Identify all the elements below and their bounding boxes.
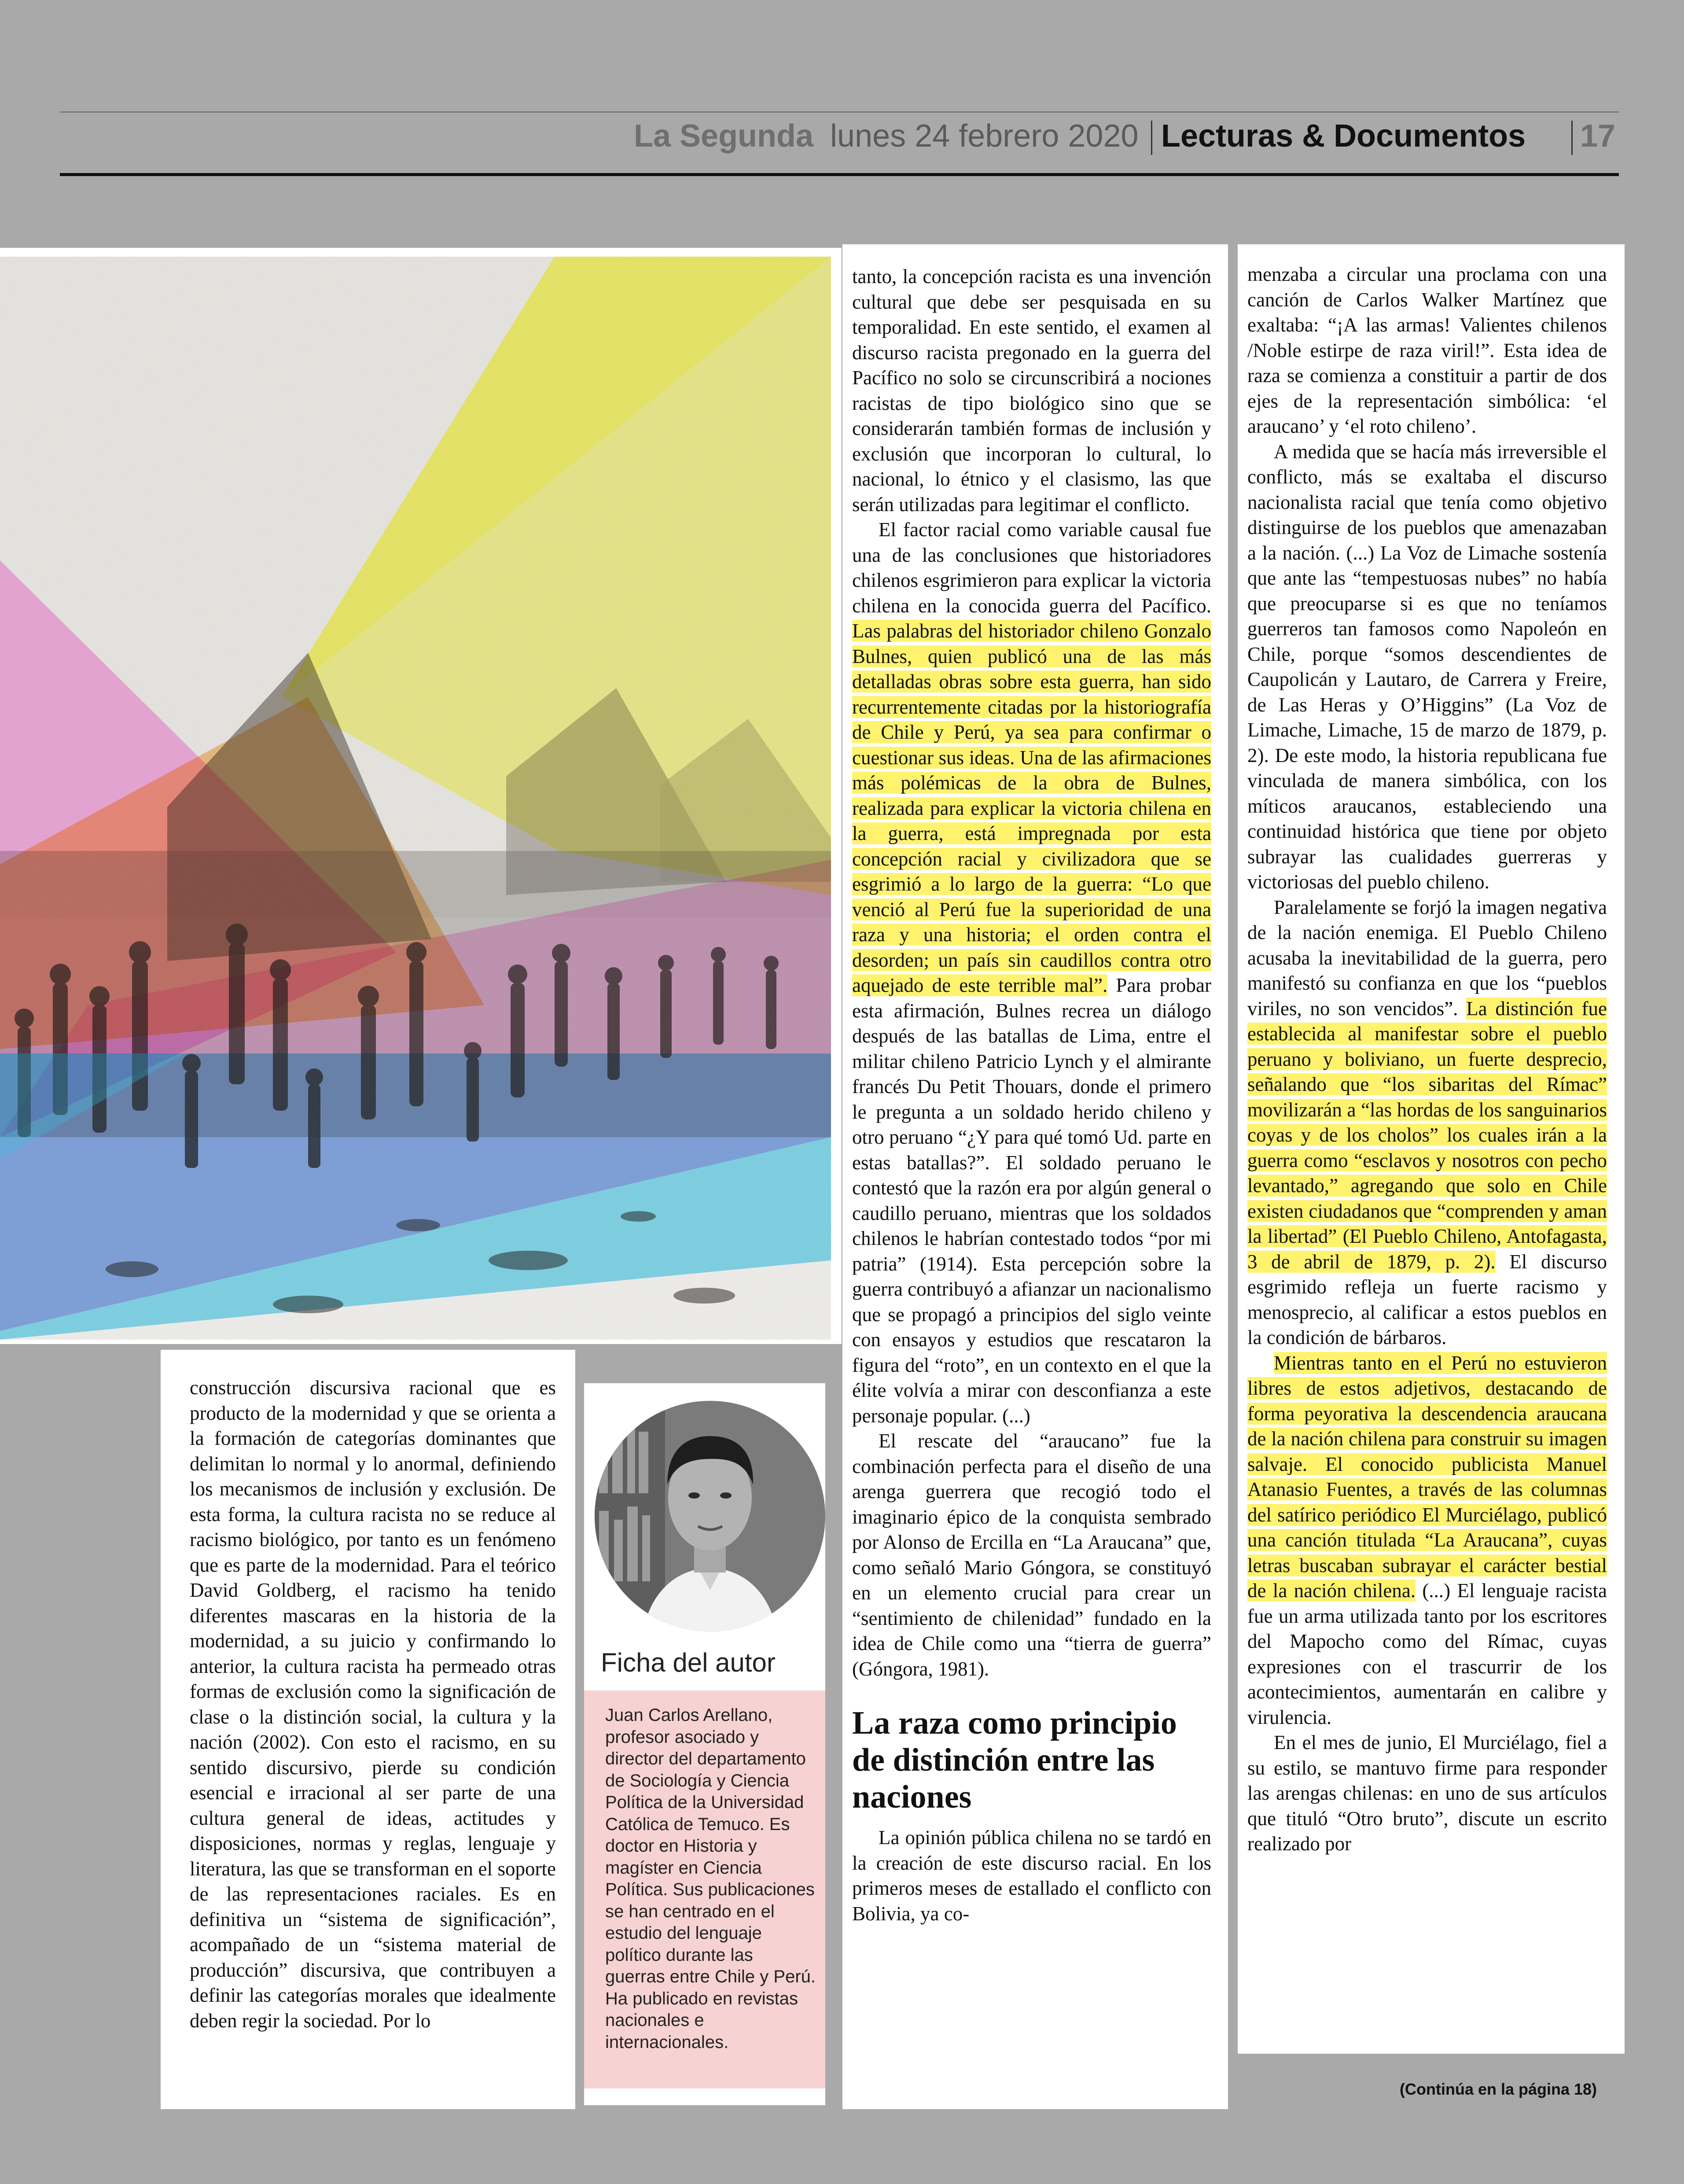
- article-paragraph: tanto, la concepción racista es una invención cultural que debe ser pesquisada en su temporalidad. En este sentido, el examen al discurso racista pregonado en la guerra del Pacífico no solo se circunscribirá a nociones racistas de tipo biológico sino que se considerarán también formas de inclusión y exclusión que incorporan lo cultural, lo nacional, lo étnico y el clasismo, las que serán utilizadas para legitimar el conflicto.: [852, 265, 1211, 516]
- article-paragraph: construcción discursiva racional que es producto de la modernidad y que se orienta a la formación de categorías dominantes que delimitan lo normal y lo anormal, definiendo los mecanismos de inclusión y exclusión. De esta forma, la cultura racista no se reduce al racismo biológico, por tanto es un fenómeno que es parte de la modernidad. Para el teórico David Goldberg, el racismo ha tenido diferentes mascaras en la historia de la modernidad, a su juicio y confirmando lo anterior, la cultura racista ha permeado otras formas de exclusión como la significación de clase o la distinción social, la cultura y la nación (2002). Con esto el racismo, en su sentido discursivo, pierde su condición esencial e irracional al ser parte de una cultura general de ideas, actitudes y disposiciones, normas y reglas, lenguaje y literatura, las que se transforman en el soporte de las representaciones raciales. Es en definitiva un “sistema de significación”, acompañado de un “sistema material de producción” discursiva, que contribuyen a definir las categorías morales que idealmente deben regir la sociedad. Por lo: [190, 1377, 556, 2032]
- highlighted-text: La distinción fue establecida al manifestar sobre el pueblo peruano y boliviano, un fuerte desprecio, señalando que “los sibaritas del Rímac” movilizarán a “las hordas de los sanguinarios coyas y de los cholos” los cuales irán a la guerra como “esclavos y nosotros con pecho levantado,” agregando que solo en Chile existen ciudadanos que “comprenden y aman la libertad” (El Pueblo Chileno, Antofagasta, 3 de abril de 1879, p. 2).: [1247, 997, 1607, 1273]
- historical-photo-illustration: [0, 257, 831, 1340]
- author-portrait: [595, 1401, 825, 1632]
- masthead-divider: [1571, 121, 1573, 155]
- article-paragraph: [852, 517, 1211, 1429]
- section-name: Lecturas & Documentos: [1161, 118, 1526, 154]
- article-paragraph: En el mes de junio, El Murciélago, fiel a su estilo, se mantuvo firme para responder las arengas chilenas: en uno de sus artículos que tituló “Otro bruto”, discute un escrito realizado por: [1247, 1731, 1607, 1855]
- highlighted-text: Mientras tanto en el Perú no estuvieron libres de estos adjetivos, destacando de forma peyorativa la descendencia araucana de la nación chilena para construir su imagen salvaje. El conocido publicista Manuel Atanasio Fuentes, a través de las columnas del satírico periódico El Murciélago, publicó una canción titulada “La Araucana”, cuyas letras buscaban subrayar el carácter bestial de la nación chilena.: [1247, 1352, 1607, 1602]
- article-paragraph: El rescate del “araucano” fue la combinación perfecta para el diseño de una arenga guerrera que recogió todo el imaginario épico de la conquista sembrado por Alonso de Ercilla en “La Araucana” que, como señaló Mario Góngora, se constituyó en un elemento crucial para crear un “sentimiento de chilenidad” fundado en la idea de Chile como una “tierra de guerra” (Góngora, 1981).: [852, 1430, 1211, 1680]
- header-top-rule: [60, 111, 1619, 113]
- author-bio: [584, 1690, 825, 2088]
- author-card: [584, 1383, 825, 2105]
- article-column-3: [842, 244, 1228, 2109]
- paragraph-text: Paralelamente se forjó la imagen negativa de la nación enemiga. El Pueblo Chileno acusaba la inevitabilidad de la guerra, pero manifestó su confianza en que los “pueblos viriles, no son vencidos”.: [1247, 896, 1607, 1020]
- highlighted-text: Las palabras del historiador chileno Gonzalo Bulnes, quien publicó una de las más detalladas obras sobre esta guerra, han sido recurrentemente citadas por la historiografía de Chile y Perú, ya sea para confirmar o cuestionar sus ideas. Una de las afirmaciones más polémicas de la obra de Bulnes, realizada para explicar la victoria chilena en la guerra, está impregnada por esta concepción racial y civilizadora que se esgrimió a lo largo de la guerra: “Lo que venció al Perú fue la superioridad de una raza y una historia; el orden contra el desorden; un país sin caudillos contra otro aquejado de este terrible mal”.: [852, 620, 1211, 996]
- article-paragraph: [1247, 895, 1607, 1351]
- article-paragraph: [1247, 1351, 1607, 1731]
- paragraph-text: Para probar esta afirmación, Bulnes recrea un diálogo después de las batallas de Lima, entre el militar chileno Patricio Lynch y el almirante francés Du Petit Thouars, donde el primero le pregunta a un soldado herido chileno y otro peruano “¿Y para qué tomó Ud. parte en estas batallas?”. El soldado peruano le contestó que la razón era por algún general o caudillo peruano, mientras que los soldados chilenos le habrían contestado todos “por mi patria” (1914). Esta percepción sobre la guerra contribuyó a afianzar un nacionalismo que se propagó a principios del siglo veinte con ensayos y estudios que rescataron la figura del “roto”, en un contexto en el que la élite volvía a mirar con desconfianza a este personaje popular. (...): [852, 974, 1212, 1427]
- paragraph-text: El discurso esgrimido refleja un fuerte racismo y menosprecio, al calificar a estos pueblos en la condición de bárbaros.: [1247, 1250, 1607, 1348]
- continued-note: (Continúa en la página 18): [1400, 2080, 1597, 2098]
- masthead-divider: [1151, 121, 1152, 155]
- article-column-1: [161, 1350, 575, 2109]
- illustration-frame: [0, 248, 842, 1344]
- newspaper-name: La Segunda: [634, 118, 814, 154]
- author-card-title: Ficha del autor: [601, 1648, 776, 1677]
- page-number: 17: [1580, 118, 1616, 154]
- header-bottom-rule: [60, 173, 1619, 176]
- article-paragraph: La opinión pública chilena no se tardó en la creación de este discurso racial. En los primeros meses de estallado el conflicto con Bolivia, ya co-: [852, 1827, 1211, 1925]
- article-column-4: [1238, 244, 1625, 2054]
- issue-date: lunes 24 febrero 2020: [830, 118, 1139, 154]
- paragraph-text: El factor racial como variable causal fue una de las conclusiones que historiadores chilenos esgrimieron para explicar la victoria chilena en la conocida guerra del Pacífico.: [852, 519, 1211, 617]
- author-photo-icon: [595, 1401, 825, 1632]
- paragraph-text: (...) El lenguaje racista fue un arma utilizada tanto por los escritores del Mapocho como del Rímac, cuyas expresiones con el trascurrir de los acontecimientos, aumentarán en calibre y virulencia.: [1247, 1580, 1607, 1728]
- masthead: [634, 118, 1619, 166]
- article-subheading: La raza como principio de distinción entre las naciones: [852, 1705, 1177, 1815]
- author-bio-text: Juan Carlos Arellano, profesor asociado y director del departamento de Sociología y Ciencia Política de la Universidad Católica de Temuco. Es doctor en Historia y magíster en Ciencia Política. Sus publicaciones se han centrado en el estudio del lenguaje político durante las guerras entre Chile y Perú. Ha publicado en revistas nacionales e internacionales.: [605, 1705, 816, 2052]
- article-paragraph: menzaba a circular una proclama con una canción de Carlos Walker Martínez que exaltaba: “¡A las armas! Valientes chilenos /Noble estirpe de raza viril!”. Esta idea de raza se comienza a constituir a partir de dos ejes de la representación simbólica: ‘el araucano’ y ‘el roto chileno’.: [1247, 263, 1607, 437]
- article-paragraph: A medida que se hacía más irreversible el conflicto, más se exaltaba el discurso nacionalista racial que tenía como objetivo distinguirse de los pueblos que amenazaban a la nación. (...) La Voz de Limache sostenía que ante las “tempestuosas nubes” no había que preocuparse si es que no teníamos guerreros tan famosos como Napoleón en Chile, porque “somos descendientes de Caupolicán y Lautaro, de Carrera y Freire, de Las Heras y O’Higgins” (La Voz de Limache, Limache, 15 de marzo de 1879, p. 2). De este modo, la historia republicana fue vinculada de manera simbólica, con los míticos araucanos, estableciendo una continuidad histórica que tiene por objeto subrayar las cualidades guerreras y victoriosas del pueblo chileno.: [1247, 440, 1607, 893]
